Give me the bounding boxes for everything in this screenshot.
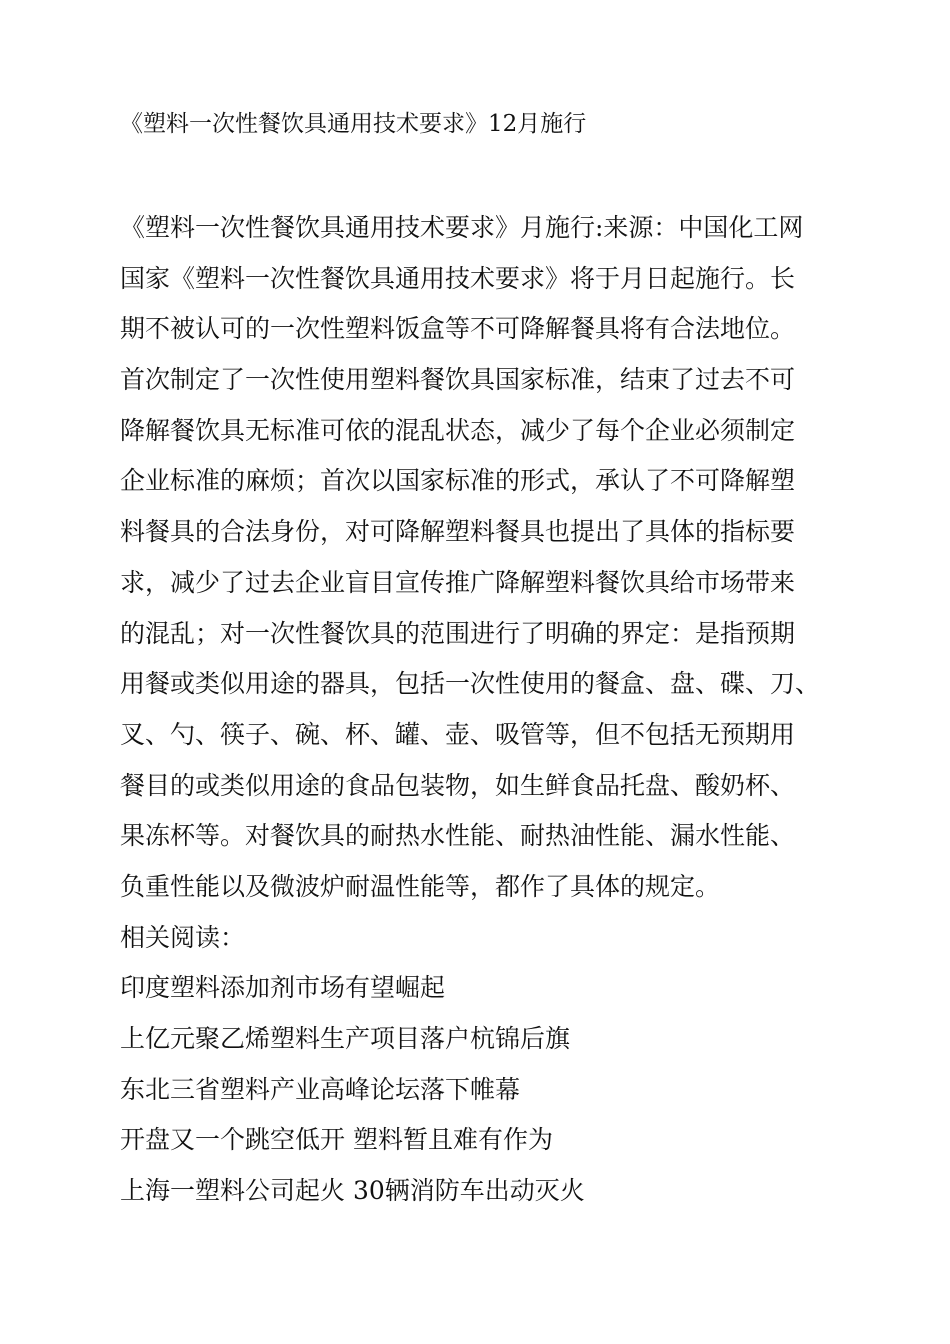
body-line: 《塑料一次性餐饮具通用技术要求》月施行:来源：中国化工网 — [120, 213, 804, 242]
related-link: 上亿元聚乙烯塑料生产项目落户杭锦后旗 — [120, 1024, 571, 1053]
body-line: 用餐或类似用途的器具，包括一次性使用的餐盒、盘、碟、刀、 — [120, 669, 821, 699]
document-body — [120, 203, 850, 1217]
body-line: 料餐具的合法身份，对可降解塑料餐具也提出了具体的指标要 — [120, 517, 796, 547]
body-line: 求，减少了过去企业盲目宣传推广降解塑料餐饮具给市场带来 — [120, 567, 796, 597]
body-line: 果冻杯等。对餐饮具的耐热水性能、耐热油性能、漏水性能、 — [120, 821, 796, 851]
related-link: 印度塑料添加剂市场有望崛起 — [120, 973, 446, 1003]
body-line: 国家《塑料一次性餐饮具通用技术要求》将于月日起施行。长 — [120, 263, 796, 293]
body-line: 餐目的或类似用途的食品包装物，如生鲜食品托盘、酸奶杯、 — [120, 770, 796, 800]
related-link: 东北三省塑料产业高峰论坛落下帷幕 — [120, 1074, 521, 1104]
related-link: 开盘又一个跳空低开 塑料暂且难有作为 — [120, 1125, 553, 1155]
body-line: 首次制定了一次性使用塑料餐饮具国家标准，结束了过去不可 — [120, 365, 796, 395]
body-line: 期不被认可的一次性塑料饭盒等不可降解餐具将有合法地位。 — [120, 314, 796, 344]
body-line: 企业标准的麻烦；首次以国家标准的形式，承认了不可降解塑 — [120, 466, 796, 496]
body-line: 降解餐饮具无标准可依的混乱状态，减少了每个企业必须制定 — [120, 415, 796, 445]
body-line: 的混乱；对一次性餐饮具的范围进行了明确的界定：是指预期 — [120, 618, 796, 648]
related-reading-heading: 相关阅读： — [120, 922, 246, 952]
body-line: 负重性能以及微波炉耐温性能等，都作了具体的规定。 — [120, 871, 721, 901]
body-line: 叉、勺、筷子、碗、杯、罐、壶、吸管等，但不包括无预期用 — [120, 719, 796, 749]
document-title: 《塑料一次性餐饮具通用技术要求》12月施行 — [120, 111, 587, 137]
related-link: 上海一塑料公司起火 30辆消防车出动灭火 — [120, 1176, 585, 1206]
